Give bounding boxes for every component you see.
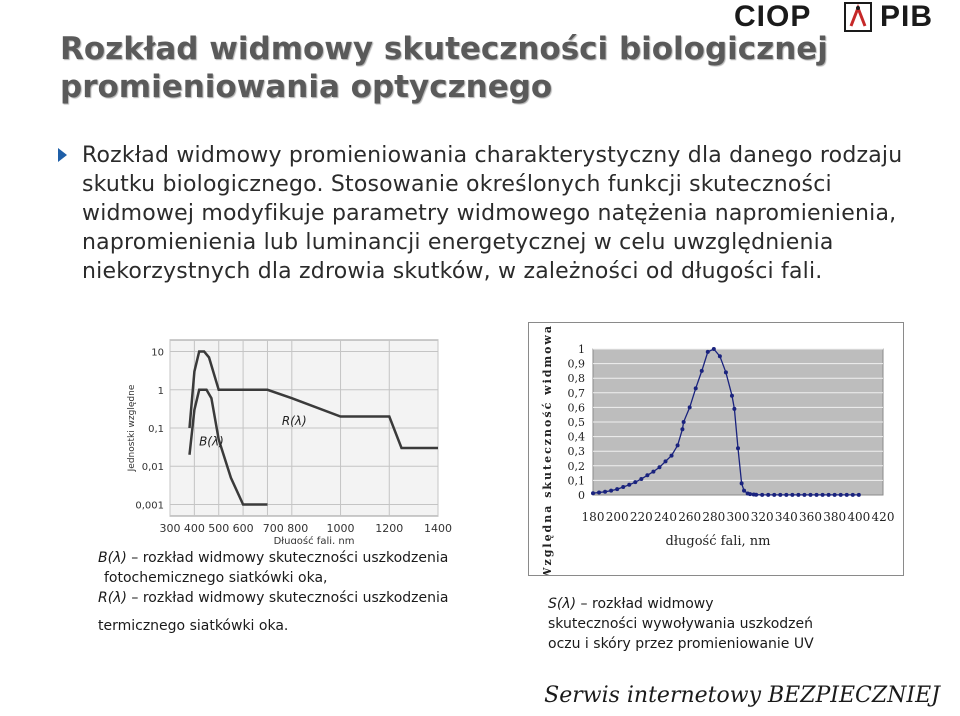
series-point — [740, 481, 744, 485]
x-tick-label: 400 — [847, 510, 871, 524]
series-point — [670, 454, 674, 458]
y-tick-label: 0,6 — [567, 401, 585, 415]
y-tick-label: 1 — [157, 385, 164, 397]
series-point — [676, 443, 680, 447]
x-tick-label: 200 — [605, 510, 629, 524]
s-symbol: S(λ) — [548, 596, 577, 612]
series-point — [790, 493, 794, 497]
b-symbol: B(λ) — [98, 550, 127, 566]
x-tick-label: 500 — [208, 522, 230, 535]
series-point — [845, 493, 849, 497]
x-axis-label: Długość fali, nm — [273, 536, 355, 544]
y-tick-label: 10 — [151, 347, 164, 359]
y-tick-label: 0,9 — [567, 357, 585, 371]
b-caption-text: – rozkład widmowy skuteczności uszkodzenia — [126, 550, 449, 566]
s-caption-text: – rozkład widmowy — [576, 596, 714, 612]
series-point — [615, 487, 619, 491]
x-tick-label: 240 — [654, 510, 677, 524]
x-tick-label: 600 — [232, 522, 254, 535]
x-tick-label: 300 — [726, 510, 750, 524]
series-point — [802, 493, 806, 497]
series-point — [732, 407, 736, 411]
series-point — [591, 491, 595, 495]
left-caption — [98, 548, 518, 636]
series-point — [639, 477, 643, 481]
x-tick-label: 700 800 — [262, 522, 309, 535]
series-point — [778, 493, 782, 497]
x-axis-label: długość fali, nm — [665, 534, 771, 549]
series-point — [742, 489, 746, 493]
r-symbol: R(λ) — [98, 590, 127, 606]
bullet-arrow-icon — [58, 148, 67, 162]
uv-chart — [528, 322, 904, 576]
series-point — [821, 493, 825, 497]
y-tick-label: 0,1 — [148, 424, 164, 435]
r-caption-text-2: termicznego siatkówki oka. — [98, 618, 289, 634]
series-point — [857, 493, 861, 497]
x-tick-label: 220 — [629, 510, 653, 524]
bullet-paragraph: Rozkład widmowy promieniowania charakterystyczny dla danego rodzaju skutku biologicznego. Stosowanie określonych funkcji skuteczności widmowej modyfikuje parametry widmowego natężenia napromienienia, napromienienia lub luminancji energetycznej w celu uwzględnienia niekorzystnych dla zdrowia skutków, w zależności od długości fali. — [82, 143, 903, 284]
y-tick-label: 0,1 — [567, 474, 585, 488]
x-tick-label: 280 — [702, 510, 726, 524]
x-tick-label: 1400 — [424, 522, 452, 535]
series-point — [664, 459, 668, 463]
series-point — [645, 473, 649, 477]
series-point — [688, 405, 692, 409]
r-series-label: R(λ) — [281, 413, 307, 428]
series-point — [827, 493, 831, 497]
x-tick-label: 1200 — [375, 522, 404, 535]
series-point — [730, 394, 734, 398]
series-point — [839, 493, 843, 497]
series-point — [597, 491, 601, 495]
series-point — [694, 386, 698, 390]
x-tick-label: 260 — [678, 510, 702, 524]
x-tick-label: 400 — [183, 522, 205, 535]
series-point — [772, 493, 776, 497]
y-tick-label: 0,001 — [135, 500, 164, 512]
series-point — [724, 370, 728, 374]
s-caption-text-2: skuteczności wywoływania uszkodzeń — [548, 616, 814, 632]
series-point — [796, 493, 800, 497]
logo-emblem-icon — [844, 2, 872, 32]
y-tick-label: 0,01 — [141, 462, 164, 474]
y-axis-label: Względna skuteczność widmowa S(λ) — [541, 323, 554, 575]
series-point — [766, 493, 770, 497]
series-point — [851, 493, 855, 497]
y-tick-label: 0,4 — [567, 430, 585, 444]
series-point — [815, 493, 819, 497]
x-tick-label: 420 — [871, 510, 895, 524]
series-point — [809, 493, 813, 497]
series-point — [603, 490, 607, 494]
y-tick-label: 0,7 — [567, 386, 585, 400]
logo-right-text: PIB — [880, 0, 934, 33]
ciop-pib-logo — [734, 2, 956, 32]
y-axis-label: Jednostki względne — [127, 384, 137, 472]
uv-chart-svg — [529, 323, 903, 575]
series-point — [718, 354, 722, 358]
x-tick-label: 1000 — [326, 522, 355, 535]
series-point — [682, 420, 686, 424]
b-caption-text-2: fotochemicznego siatkówki oka, — [104, 570, 328, 586]
x-tick-label: 180 — [581, 510, 605, 524]
series-point — [833, 493, 837, 497]
series-point — [706, 350, 710, 354]
b-series-label: B(λ) — [199, 434, 224, 449]
series-point — [627, 483, 631, 487]
series-point — [609, 489, 613, 493]
retina-chart — [100, 322, 472, 544]
s-caption-text-3: oczu i skóry przez promieniowanie UV — [548, 636, 814, 652]
series-point — [760, 493, 764, 497]
r-caption-text: – rozkład widmowy skuteczności uszkodzenia — [126, 590, 449, 606]
series-point — [680, 427, 684, 431]
right-caption — [548, 594, 908, 654]
x-tick-label: 320 — [750, 510, 774, 524]
y-tick-label: 0 — [578, 489, 585, 502]
series-point — [712, 347, 716, 351]
y-tick-label: 0,2 — [567, 459, 585, 473]
y-tick-label: 0,5 — [567, 416, 585, 429]
x-tick-label: 360 — [799, 510, 822, 524]
series-point — [736, 446, 740, 450]
series-point — [748, 492, 752, 496]
x-tick-label: 380 — [823, 510, 847, 524]
y-tick-label: 1 — [578, 343, 585, 356]
page-title: Rozkład widmowy skuteczności biologicznej promieniowania optycznego — [60, 31, 828, 105]
logo-left-text: CIOP — [734, 0, 812, 33]
series-point — [784, 493, 788, 497]
series-point — [754, 493, 758, 497]
x-tick-label: 340 — [774, 510, 798, 524]
y-tick-label: 0,3 — [567, 445, 585, 459]
series-point — [657, 465, 661, 469]
footer-text: Serwis internetowy BEZPIECZNIEJ — [544, 683, 940, 708]
series-point — [700, 369, 704, 373]
y-tick-label: 0,8 — [567, 372, 585, 386]
series-point — [633, 480, 637, 484]
x-tick-label: 300 — [159, 522, 181, 535]
series-point — [651, 470, 655, 474]
series-point — [621, 485, 625, 489]
retina-chart-svg — [100, 322, 472, 544]
